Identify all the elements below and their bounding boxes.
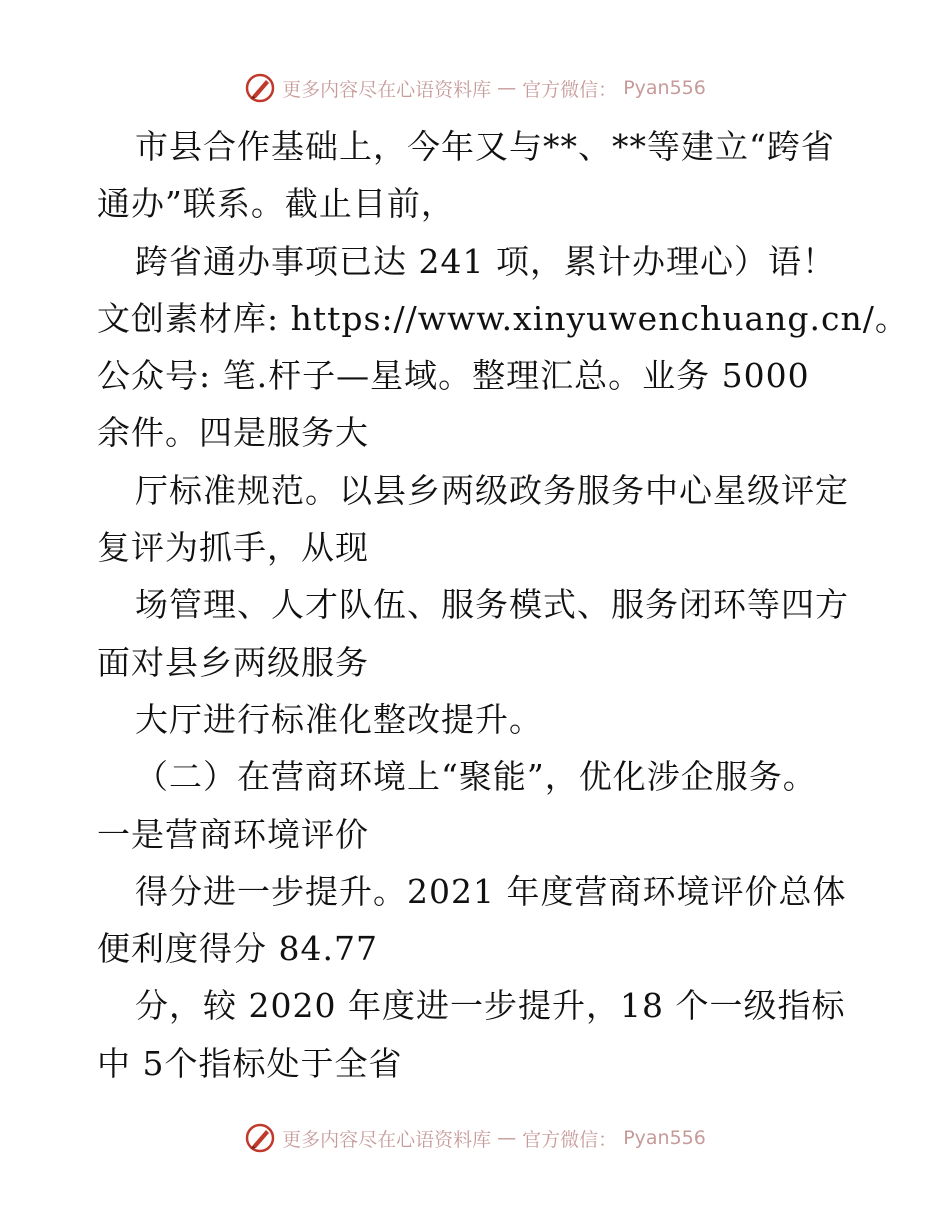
body-line: （二）在营商环境上“聚能”，优化涉企服务。 bbox=[135, 757, 817, 797]
body-line: 余件。四是服务大 bbox=[97, 413, 369, 453]
footer-wechat-label: 官方微信： bbox=[522, 1128, 618, 1151]
body-line: 通办”联系。截止目前， bbox=[97, 184, 455, 224]
footer-wechat-id: Pyan556 bbox=[623, 1127, 706, 1149]
header-separator: — bbox=[497, 77, 517, 99]
body-line: 便利度得分 84.77 bbox=[97, 929, 378, 969]
header-wechat-id: Pyan556 bbox=[623, 77, 706, 99]
footer-separator: — bbox=[497, 1127, 517, 1149]
body-line: 公众号: 笔.杆子—星域。整理汇总。业务 5000 bbox=[97, 356, 810, 396]
body-line: 得分进一步提升。2021 年度营商环境评价总体 bbox=[135, 871, 847, 911]
header-watermark bbox=[0, 68, 950, 108]
body-line: 跨省通办事项已达 241 项，累计办理心）语！ bbox=[135, 241, 836, 281]
pen-logo-icon bbox=[244, 1122, 276, 1154]
body-line: 复评为抓手，从现 bbox=[97, 528, 369, 568]
body-line: 场管理、人才队伍、服务模式、服务闭环等四方 bbox=[135, 585, 849, 625]
body-line: 文创素材库: https://www.xinyuwenchuang.cn/。 bbox=[97, 298, 909, 338]
document-body bbox=[97, 118, 909, 1092]
header-site-text: 更多内容尽在心语资料库 bbox=[282, 78, 492, 101]
header-wechat-label: 官方微信： bbox=[522, 78, 618, 101]
footer-watermark bbox=[0, 1118, 950, 1158]
body-line: 大厅进行标准化整改提升。 bbox=[135, 699, 543, 739]
footer-site-text: 更多内容尽在心语资料库 bbox=[282, 1128, 492, 1151]
body-line: 厅标准规范。以县乡两级政务服务中心星级评定 bbox=[135, 470, 849, 510]
body-line: 一是营商环境评价 bbox=[97, 814, 369, 854]
body-line: 面对县乡两级服务 bbox=[97, 642, 369, 682]
body-line: 市县合作基础上，今年又与**、**等建立“跨省 bbox=[135, 127, 835, 166]
body-line: 中 5个指标处于全省 bbox=[97, 1043, 403, 1083]
body-line: 分，较 2020 年度进一步提升，18 个一级指标 bbox=[135, 986, 846, 1026]
pen-logo-icon bbox=[244, 72, 276, 104]
